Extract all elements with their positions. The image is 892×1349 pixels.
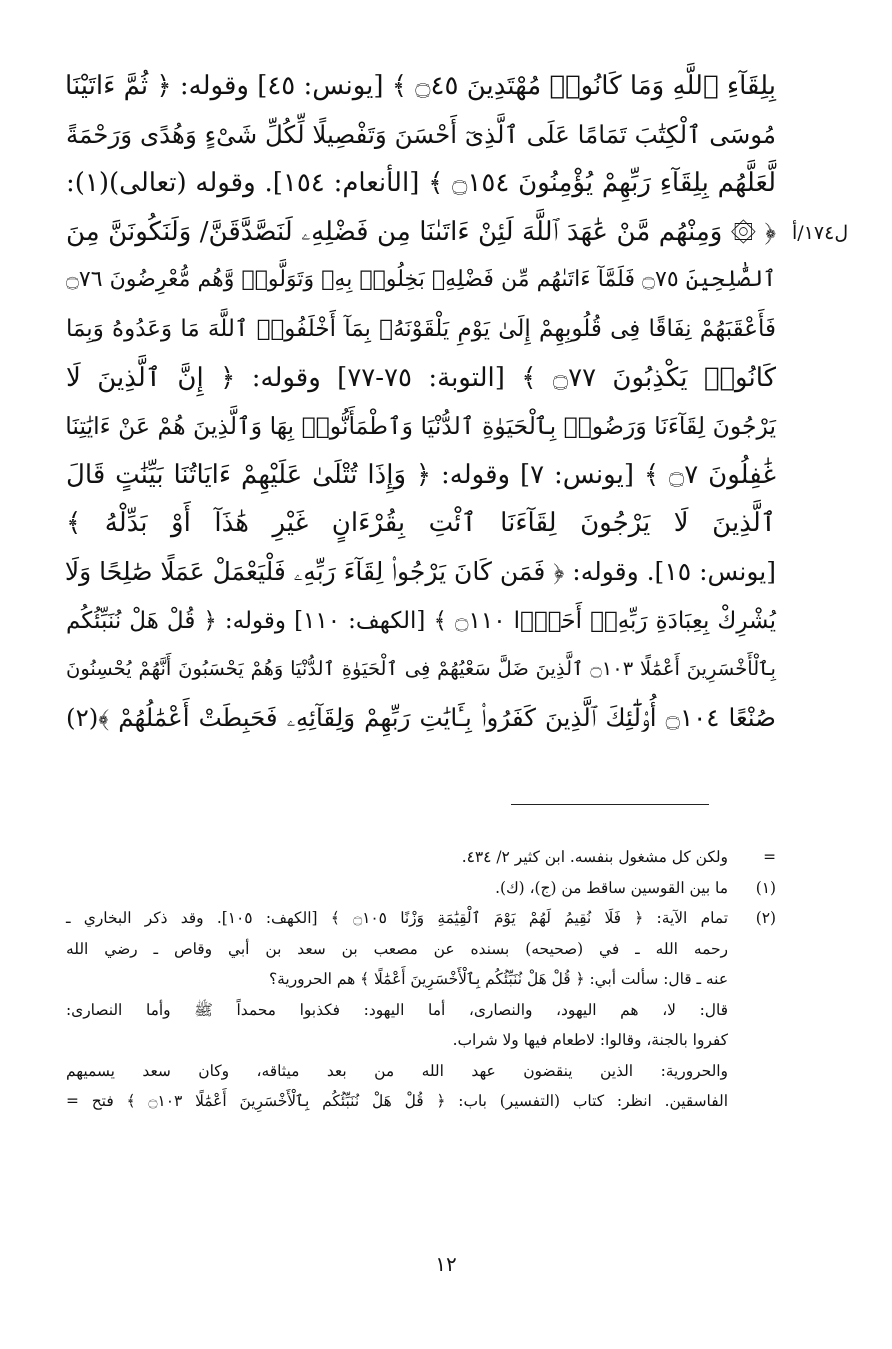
footnote-continuation bbox=[66, 842, 776, 873]
footnote-line: الفاسقين. انظر: كتاب (التفسير) باب: ﴿ قُلْ هَلْ نُنَبِّئُكُم بِٱلْأَخْسَرِينَ أَعْمَٰلًا ۝١٠٣ ﴾ فتح = bbox=[66, 1092, 728, 1110]
main-line: [يونس: ١٥]. وقوله: ﴿ فَمَن كَانَ يَرْجُوا۟ لِقَآءَ رَبِّهِۦ فَلْيَعْمَلْ عَمَلًا صَٰلِحًا وَلَا bbox=[64, 556, 776, 586]
footnote-2 bbox=[66, 903, 776, 934]
main-line: كَانُوا۟ يَكْذِبُونَ ۝٧٧ ﴾ [التوبة: ٧٥-٧٧] وقوله: ﴿ إِنَّ ٱلَّذِينَ لَا bbox=[66, 362, 776, 393]
main-line: فَأَعْقَبَهُمْ نِفَاقًا فِى قُلُوبِهِمْ إِلَىٰ يَوْمِ يَلْقَوْنَهُۥ بِمَآ أَخْلَفُوا۟ ٱللَّهَ مَا وَعَدُوهُ وَبِمَا bbox=[66, 315, 776, 342]
main-line: ﴿ ۞ وَمِنْهُم مَّنْ عَٰهَدَ ٱللَّهَ لَئِنْ ءَاتَىٰنَا مِن فَضْلِهِۦ لَنَصَّدَّقَنَّ/ وَلَنَكُونَنَّ مِنَ bbox=[66, 216, 776, 247]
main-line: بِٱلْأَخْسَرِينَ أَعْمَٰلًا ۝١٠٣ ٱلَّذِينَ ضَلَّ سَعْيُهُمْ فِى ٱلْحَيَوٰةِ ٱلدُّنْيَا وَهُمْ يَحْسَبُونَ أَنَّهُمْ يُحْسِنُونَ bbox=[66, 657, 776, 681]
footnotes bbox=[66, 842, 776, 1117]
main-line: يُشْرِكْ بِعِبَادَةِ رَبِّهِۦٓ أَحَدًۢا ۝١١٠ ﴾ [الكهف: ١١٠] وقوله: ﴿ قُلْ هَلْ نُنَبِّئُكُم bbox=[66, 607, 776, 634]
main-text bbox=[66, 62, 776, 742]
footnote-line: والحرورية: الذين ينقضون عهد الله من بعد ميثاقه، وكان سعد يسميهم bbox=[66, 1061, 728, 1080]
footnote-1 bbox=[66, 873, 776, 904]
continuation-marker: = bbox=[763, 848, 776, 866]
main-line: غَٰفِلُونَ ۝٧ ﴾ [يونس: ٧] وقوله: ﴿ وَإِذَا تُتْلَىٰ عَلَيْهِمْ ءَايَاتُنَا بَيِّنَٰتٍ قَالَ bbox=[66, 459, 777, 490]
footnote-line: عنه ـ قال: سألت أبي: ﴿ قُلْ هَلْ نُنَبِّئُكُم بِٱلْأَخْسَرِينَ أَعْمَٰلًا ﴾ هم الحرورية؟ bbox=[268, 970, 728, 988]
main-line: لَّعَلَّهُم بِلِقَآءِ رَبِّهِمْ يُؤْمِنُونَ ۝١٥٤ ﴾ [الأنعام: ١٥٤]. وقوله (تعالى)(١): bbox=[66, 168, 776, 199]
main-line: صُنْعًا ۝١٠٤ أُو۟لَٰٓئِكَ ٱلَّذِينَ كَفَرُوا۟ بِـَٔايَٰتِ رَبِّهِمْ وَلِقَآئِهِۦ فَحَبِطَتْ أَعْمَٰلُهُمْ ﴾(٢) bbox=[66, 702, 776, 732]
footnote-number: (١) bbox=[755, 878, 776, 897]
footnote-separator bbox=[511, 804, 709, 805]
footnote-line: رحمه الله ـ في (صحيحه) بسنده عن مصعب بن سعد بن أبي وقاص ـ رضي الله bbox=[66, 939, 728, 958]
footnote-text: ولكن كل مشغول بنفسه. ابن كثير ٢/ ٤٣٤. bbox=[461, 848, 728, 866]
footnote-number: (٢) bbox=[755, 909, 776, 927]
main-line: ٱلصَّٰلِحِينَ ۝٧٥ فَلَمَّآ ءَاتَىٰهُم مِّن فَضْلِهِۦ بَخِلُوا۟ بِهِۦ وَتَوَلَّوا۟ وَّهُم مُّعْرِضُونَ ۝٧٦ bbox=[66, 267, 777, 293]
footnote-text: ما بين القوسين ساقط من (ج)، (ك). bbox=[495, 878, 728, 897]
main-line: يَرْجُونَ لِقَآءَنَا وَرَضُوا۟ بِٱلْحَيَوٰةِ ٱلدُّنْيَا وَٱطْمَأَنُّوا۟ بِهَا وَٱلَّذِينَ هُمْ عَنْ ءَايَٰتِنَا bbox=[65, 412, 776, 441]
main-line: ٱلَّذِينَ لَا يَرْجُونَ لِقَآءَنَا ٱئْتِ بِقُرْءَانٍ غَيْرِ هَٰذَآ أَوْ بَدِّلْهُ ﴾ bbox=[66, 508, 776, 539]
main-line: بِلِقَآءِ ٱللَّهِ وَمَا كَانُوا۟ مُهْتَدِينَ ۝٤٥ ﴾ [يونس: ٤٥] وقوله: ﴿ ثُمَّ ءَاتَيْنَا bbox=[65, 71, 776, 101]
footnote-line: كفروا بالجنة، وقالوا: لاطعام فيها ولا شراب. bbox=[452, 1031, 728, 1049]
footnote-line: قال: لا، هم اليهود، والنصارى، أما اليهود: فكذبوا محمداً ﷺ وأما النصارى: bbox=[66, 1000, 728, 1019]
page-number: ١٢ bbox=[435, 1252, 457, 1276]
footnote-text: تمام الآية: ﴿ فَلَا نُقِيمُ لَهُمْ يَوْمَ ٱلْقِيَٰمَةِ وَزْنًا ۝١٠٥ ﴾ [الكهف: ١٠٥]. وقد ذكر البخاري ـ bbox=[66, 909, 728, 927]
main-line: مُوسَى ٱلْكِتَٰبَ تَمَامًا عَلَى ٱلَّذِىٓ أَحْسَنَ وَتَفْصِيلًا لِّكُلِّ شَىْءٍ وَهُدًى وَرَحْمَةً bbox=[66, 119, 776, 149]
manuscript-folio-note: ل١٧٤/أ bbox=[792, 222, 849, 244]
